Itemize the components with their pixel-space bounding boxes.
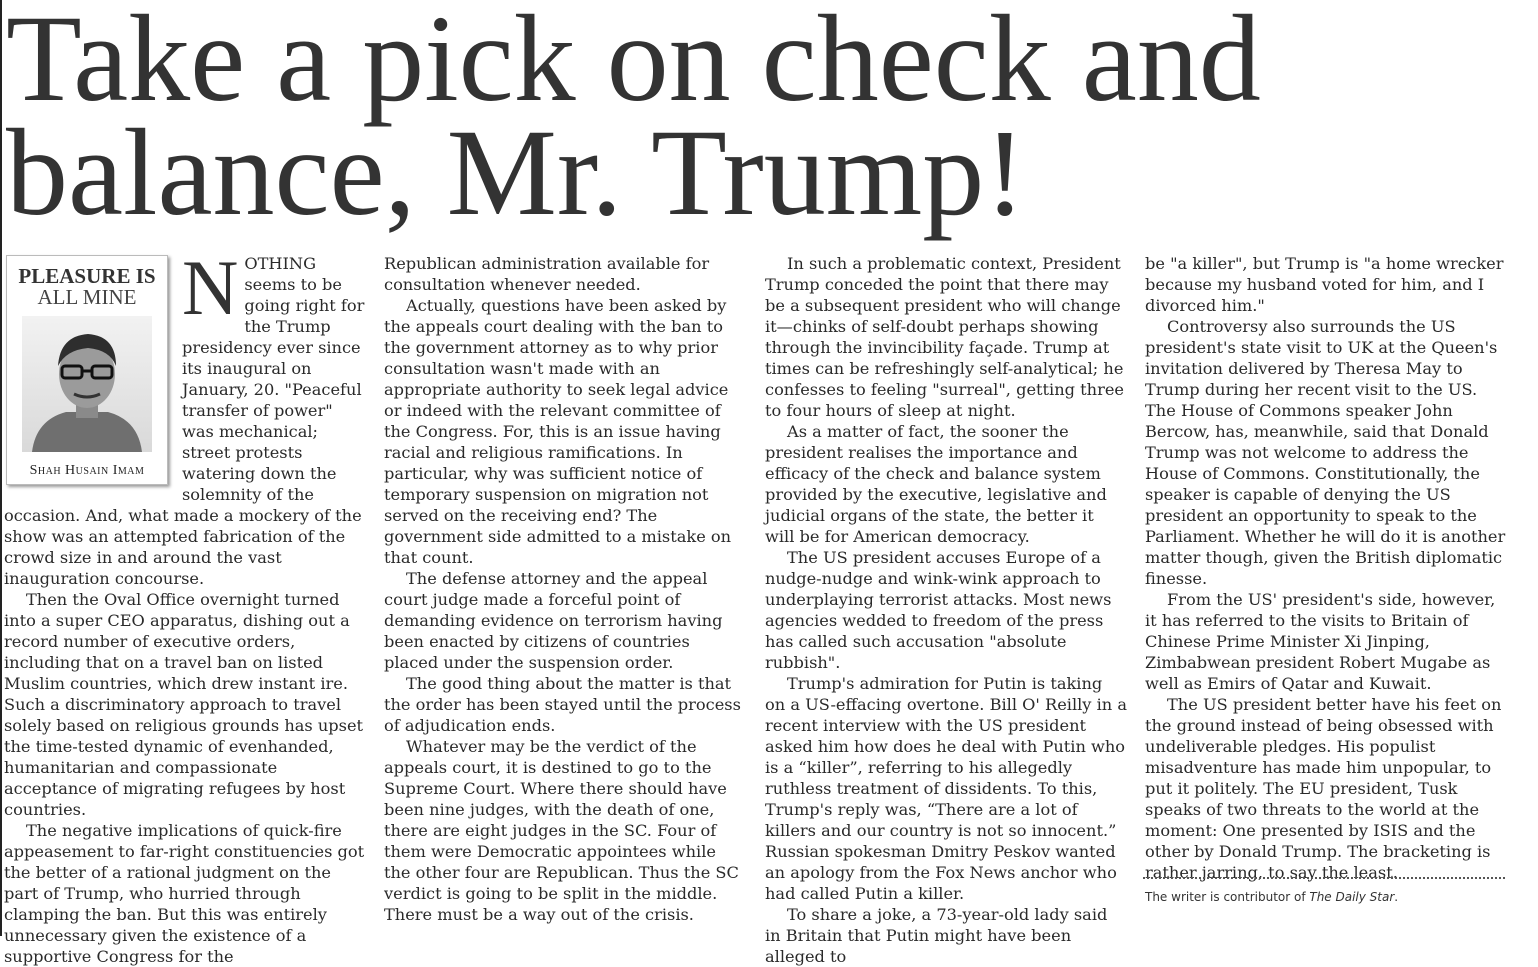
article-column-1 bbox=[4, 244, 366, 966]
paragraph: To share a joke, a 73-year-old lady said in Britain that Putin might have been alleged to bbox=[765, 905, 1108, 966]
author-name: Shah Husain Imam bbox=[29, 463, 145, 478]
paragraph: As a matter of fact, the sooner the president realises the importance and efficacy of the check and balance system provided by the executive, legislative and judicial organs of the state, the better it will be for American democracy. bbox=[765, 422, 1107, 546]
paragraph: The US president accuses Europe of a nudge-nudge and wink-wink approach to underplaying terrorist attacks. Most news agencies wedded to freedom of the press has called such accusation "absolute rubbish". bbox=[765, 548, 1112, 672]
writer-note-suffix: . bbox=[1394, 890, 1399, 904]
dotted-divider bbox=[1143, 877, 1505, 879]
paragraph: The US president better have his feet on the ground instead of being obsessed with undeliverable pledges. His populist misadventure has made him unpopular, to put it politely. The EU president, Tusk speaks of two threats to the world at the moment: One presented by ISIS and the other by Donald Trump. The bracketing is rather jarring, to say the least. bbox=[1145, 695, 1502, 882]
paragraph: Trump's admiration for Putin is taking on a US-effacing overtone. Bill O' Reilly in a recent interview with the US president asked him how does he deal with Putin who is a “killer”, referring to his allegedly ruthless treatment of dissidents. To this, Trump's reply was, “There are a lot of killers and our country is not so innocent.” Russian spokesman Dmitry Peskov wanted an apology from the Fox News anchor who had called Putin a killer. bbox=[765, 674, 1127, 903]
writer-note-text: The writer is contributor of bbox=[1145, 890, 1310, 904]
article-column-4 bbox=[1145, 253, 1507, 913]
paragraph: Republican administration available for consultation whenever needed. bbox=[384, 254, 710, 294]
column-title-line2: ALL MINE bbox=[37, 285, 137, 309]
paragraph: The defense attorney and the appeal court judge made a forceful point of demanding evidence on terrorism having been enacted by citizens of countries placed under the suspension order. bbox=[384, 569, 723, 672]
paragraph: Whatever may be the verdict of the appeals court, it is destined to go to the Supreme Court. Where there should have been nine judges, with the death of one, there are eight judges in the SC. Four of them were Democratic appointees while the other four are Republican. Thus the SC verdict is going to be split in the middle. There must be a way out of the crisis. bbox=[384, 737, 739, 924]
author-portrait-icon bbox=[22, 316, 152, 452]
columnist-box bbox=[6, 255, 168, 485]
paragraph: In such a problematic context, President Trump conceded the point that there may be a subsequent president who will change it—chinks of self-doubt perhaps showing through the invincibility façade. Trump at times can be refreshingly self-analytical; he confesses to feeling "surreal", getting three to four hours of sleep at night. bbox=[765, 254, 1124, 420]
paragraph: From the US' president's side, however, it has referred to the visits to Britain of Chinese Prime Minister Xi Jinping, Zimbabwean president Robert Mugabe as well as Emirs of Qatar and Kuwait. bbox=[1145, 590, 1496, 693]
author-photo bbox=[22, 316, 152, 452]
column-title-line1: PLEASURE IS bbox=[18, 264, 156, 288]
article-column-3 bbox=[765, 253, 1127, 966]
paragraph: The good thing about the matter is that the order has been stayed until the process of adjudication ends. bbox=[384, 674, 741, 735]
paragraph: The negative implications of quick-fire appeasement to far-right constituencies got the better of a rational judgment on the part of Trump, who hurried through clamping the ban. But this was entirely unnecessary given the existence of a supportive Congress for the bbox=[4, 821, 365, 966]
paragraph: OTHING seems to be going right for the Trump presidency ever since its inaugural on January, 20. "Peaceful transfer of power" was mechanical; street protests watering down the solemnity of the occasion. And, what made a mockery of the show was an attempted fabrication of the crowd size in and around the vast inauguration concourse. bbox=[4, 254, 365, 588]
paragraph: Then the Oval Office overnight turned into a super CEO apparatus, dishing out a record number of executive orders, including that on a travel ban on listed Muslim countries, which drew instant ire. Such a discriminatory approach to travel solely based on religious grounds has upset the time-tested dynamic of evenhanded, humanitarian and compassionate acceptance of migrating refugees by host countries. bbox=[4, 590, 364, 819]
column-title bbox=[7, 266, 167, 308]
publication-name: The Daily Star bbox=[1309, 890, 1395, 904]
article-column-2 bbox=[384, 253, 746, 924]
page-edge-rule bbox=[0, 0, 2, 936]
paragraph: be "a killer", but Trump is "a home wrecker because my husband voted for him, and I divorced him." bbox=[1145, 254, 1504, 315]
writer-note bbox=[1145, 890, 1398, 904]
paragraph: Actually, questions have been asked by the appeals court dealing with the ban to the government attorney as to why prior consultation wasn't made with an appropriate authority to seek legal advice or indeed with the relevant committee of the Congress. For, this is an issue having racial and religious ramifications. In particular, why was sufficient notice of temporary suspension on migration not served on the receiving end? The government side admitted to a mistake on that count. bbox=[384, 296, 732, 567]
headline: Take a pick on check and balance, Mr. Trump! bbox=[6, 0, 1261, 241]
paragraph: Controversy also surrounds the US president's state visit to UK at the Queen's invitation delivered by Theresa May to Trump during her recent visit to the US. The House of Commons speaker John Bercow, has, meanwhile, said that Donald Trump was not welcome to address the House of Commons. Constitutionally, the speaker is capable of denying the US president an opportunity to speak to the Parliament. Whether he will do it is another matter though, given the British diplomatic finesse. bbox=[1145, 317, 1506, 588]
drop-cap: N bbox=[182, 244, 239, 331]
